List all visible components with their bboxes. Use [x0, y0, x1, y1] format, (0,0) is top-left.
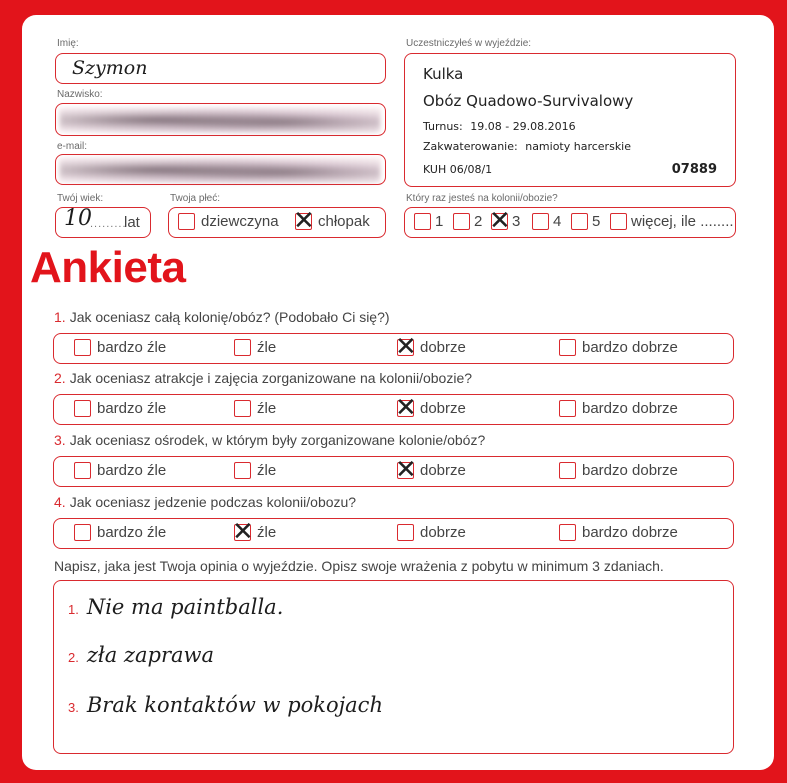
trip-turnus — [423, 120, 576, 133]
gender-option-boy[interactable] — [293, 206, 370, 236]
question-number: 1. — [54, 309, 66, 325]
rating-option[interactable] — [74, 524, 166, 541]
rating-option[interactable] — [395, 332, 466, 362]
housing-label: Zakwaterowanie: — [423, 140, 518, 153]
times-checkbox-more[interactable] — [610, 213, 627, 230]
question-text — [54, 432, 485, 448]
email-label: e-mail: — [57, 141, 88, 152]
question-label: Jak oceniasz ośrodek, w którym były zorganizowane kolonie/obóz? — [69, 432, 486, 448]
rating-option[interactable] — [395, 455, 466, 485]
rating-checkbox[interactable] — [74, 400, 91, 417]
question-label: Jak oceniasz atrakcje i zajęcia zorganizowane na kolonii/obozie? — [69, 370, 473, 386]
opinion-line-text: zła zaprawa — [86, 643, 214, 667]
gender-checkbox-boy[interactable] — [293, 206, 315, 236]
opinion-line — [68, 595, 283, 619]
times-checkbox-3[interactable] — [489, 206, 511, 236]
gender-checkbox-girl[interactable] — [178, 213, 195, 230]
times-option-more[interactable] — [610, 213, 734, 230]
times-field — [404, 207, 736, 238]
rating-checkbox[interactable] — [559, 524, 576, 541]
times-option-label: 2 — [474, 213, 483, 230]
email-field[interactable] — [55, 154, 386, 185]
question-text — [54, 309, 390, 325]
rating-row — [53, 456, 734, 487]
rating-row — [53, 518, 734, 549]
rating-checkbox[interactable] — [395, 393, 417, 423]
rating-option[interactable] — [74, 339, 166, 356]
rating-option-label: bardzo źle — [97, 339, 167, 356]
opinion-box[interactable] — [53, 580, 734, 754]
rating-option-label: bardzo dobrze — [582, 400, 678, 417]
gender-label: Twoja płeć: — [170, 193, 221, 204]
check-x-icon: ✕ — [395, 393, 417, 423]
times-checkbox-1[interactable] — [414, 213, 431, 230]
rating-option[interactable] — [395, 393, 466, 423]
trip-org: Kulka — [423, 65, 464, 83]
surname-field[interactable] — [55, 103, 386, 136]
times-option-label: więcej, ile ........ — [631, 213, 734, 230]
name-value: Szymon — [72, 57, 148, 79]
rating-option-label: bardzo źle — [97, 400, 167, 417]
times-option-2[interactable] — [453, 213, 482, 230]
rating-option-label: dobrze — [420, 339, 466, 356]
age-unit: lat — [124, 214, 140, 231]
rating-option[interactable] — [74, 462, 166, 479]
age-value: 10 — [64, 206, 92, 231]
trip-number: 07889 — [671, 162, 717, 177]
times-checkbox-5[interactable] — [571, 213, 588, 230]
times-label: Który raz jesteś na kolonii/obozie? — [406, 193, 558, 204]
rating-option[interactable] — [559, 524, 678, 541]
rating-option-label: źle — [257, 524, 277, 541]
name-field[interactable] — [55, 53, 386, 84]
times-option-4[interactable] — [532, 213, 561, 230]
rating-checkbox[interactable] — [234, 400, 251, 417]
rating-checkbox[interactable] — [74, 462, 91, 479]
rating-checkbox[interactable] — [232, 517, 254, 547]
age-label: Twój wiek: — [57, 193, 104, 204]
gender-option-girl[interactable] — [178, 213, 279, 230]
opinion-line-number: 3. — [68, 700, 79, 715]
question-text — [54, 370, 472, 386]
rating-checkbox[interactable] — [559, 400, 576, 417]
rating-checkbox[interactable] — [559, 339, 576, 356]
rating-checkbox[interactable] — [234, 339, 251, 356]
rating-option-label: bardzo źle — [97, 524, 167, 541]
survey-title: Ankieta — [30, 243, 186, 292]
rating-option-label: dobrze — [420, 524, 466, 541]
question-number: 3. — [54, 432, 66, 448]
rating-option[interactable] — [397, 524, 466, 541]
rating-option[interactable] — [559, 462, 678, 479]
trip-label: Uczestniczyłeś w wyjeździe: — [406, 38, 532, 49]
surname-label: Nazwisko: — [57, 89, 103, 100]
rating-option[interactable] — [559, 400, 678, 417]
rating-checkbox[interactable] — [395, 455, 417, 485]
opinion-line-text: Brak kontaktów w pokojach — [86, 693, 383, 717]
rating-option-label: źle — [257, 400, 277, 417]
trip-camp: Obóz Quadowo-Survivalowy — [423, 92, 634, 110]
rating-option[interactable] — [559, 339, 678, 356]
rating-checkbox[interactable] — [397, 524, 414, 541]
trip-code: KUH 06/08/1 — [423, 163, 493, 176]
check-x-icon: ✕ — [395, 455, 417, 485]
rating-row — [53, 394, 734, 425]
housing-value: namioty harcerskie — [525, 140, 632, 153]
rating-option-label: bardzo dobrze — [582, 339, 678, 356]
rating-option-label: bardzo dobrze — [582, 524, 678, 541]
rating-option-label: bardzo źle — [97, 462, 167, 479]
rating-option[interactable] — [232, 517, 277, 547]
rating-option[interactable] — [234, 462, 276, 479]
rating-checkbox[interactable] — [74, 339, 91, 356]
times-option-1[interactable] — [414, 213, 443, 230]
gender-option-label: dziewczyna — [201, 213, 279, 230]
question-number: 2. — [54, 370, 66, 386]
opinion-line — [68, 693, 383, 717]
times-option-3[interactable] — [489, 206, 521, 236]
rating-option[interactable] — [234, 400, 276, 417]
age-dots: ......... — [90, 218, 127, 230]
times-checkbox-4[interactable] — [532, 213, 549, 230]
question-label: Jak oceniasz całą kolonię/obóz? (Podobało Ci się?) — [69, 309, 390, 325]
turnus-label: Turnus: — [423, 120, 463, 133]
rating-row — [53, 333, 734, 364]
check-x-icon: ✕ — [395, 332, 417, 362]
trip-info-box — [404, 53, 736, 187]
question-text — [54, 494, 356, 510]
times-option-label: 4 — [553, 213, 562, 230]
rating-checkbox[interactable] — [74, 524, 91, 541]
rating-option-label: źle — [257, 462, 277, 479]
times-option-5[interactable] — [571, 213, 600, 230]
rating-checkbox[interactable] — [559, 462, 576, 479]
rating-option-label: źle — [257, 339, 277, 356]
redacted-email — [60, 157, 380, 183]
times-checkbox-2[interactable] — [453, 213, 470, 230]
times-option-label: 5 — [592, 213, 601, 230]
rating-option-label: bardzo dobrze — [582, 462, 678, 479]
times-option-label: 3 — [512, 213, 521, 230]
rating-checkbox[interactable] — [234, 462, 251, 479]
name-label: Imię: — [57, 38, 79, 49]
gender-field — [168, 207, 386, 238]
opinion-line-number: 2. — [68, 650, 79, 665]
rating-option[interactable] — [234, 339, 276, 356]
check-x-icon: ✕ — [232, 517, 254, 547]
question-number: 4. — [54, 494, 66, 510]
check-x-icon: ✕ — [293, 206, 315, 236]
rating-option-label: dobrze — [420, 462, 466, 479]
opinion-line-number: 1. — [68, 602, 79, 617]
rating-option[interactable] — [74, 400, 166, 417]
gender-option-label: chłopak — [318, 213, 370, 230]
opinion-line-text: Nie ma paintballa. — [86, 595, 284, 619]
opinion-line — [68, 643, 214, 667]
times-option-label: 1 — [435, 213, 444, 230]
rating-option-label: dobrze — [420, 400, 466, 417]
rating-checkbox[interactable] — [395, 332, 417, 362]
check-x-icon: ✕ — [489, 206, 511, 236]
age-field[interactable] — [55, 207, 151, 238]
opinion-prompt: Napisz, jaka jest Twoja opinia o wyjeździe. Opisz swoje wrażenia z pobytu w minimum 3 zdaniach. — [54, 558, 664, 574]
turnus-value: 19.08 - 29.08.2016 — [470, 120, 576, 133]
trip-housing — [423, 140, 631, 153]
question-label: Jak oceniasz jedzenie podczas kolonii/obozu? — [69, 494, 357, 510]
redacted-surname — [60, 107, 380, 133]
